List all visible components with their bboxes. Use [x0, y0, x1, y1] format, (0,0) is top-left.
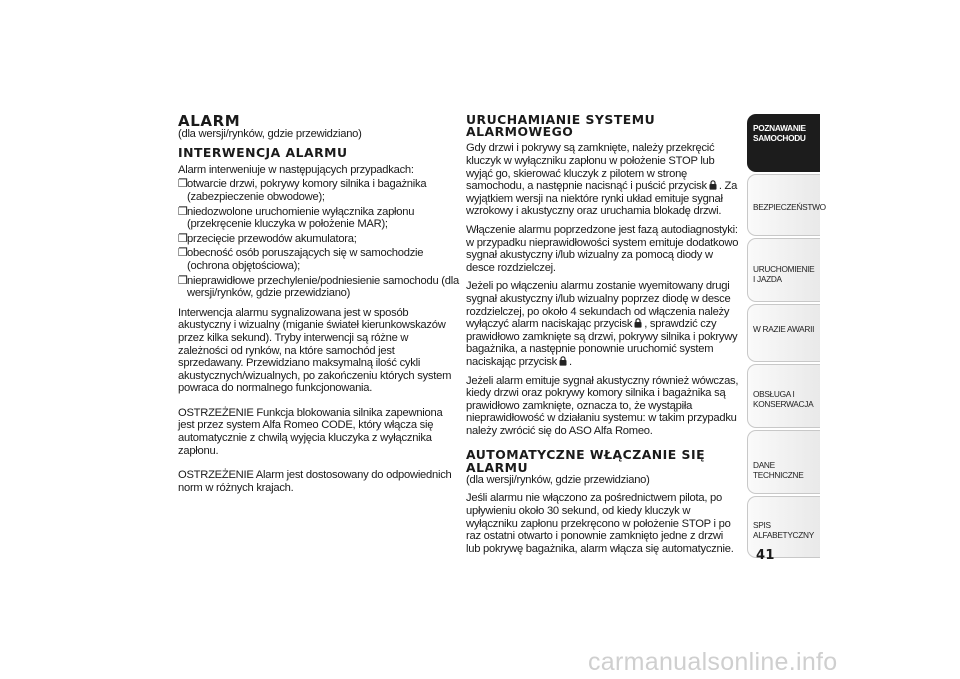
warning-norms: OSTRZEŻENIE Alarm jest dostosowany do odpowiednich norm w różnych krajach. — [178, 469, 452, 494]
auto-activation-paragraph: Jeśli alarmu nie włączono za pośrednictwem pilota, po upływieniu około 30 sekund, od kiedy kluczyk w wyłączniku zapłonu przekręcono w położenie STOP i po raz ostatni otwarto i ponownie zamknięto jedne z drzwi lub pokrywę bagażnika, alarm włącza się automatycznie. — [466, 492, 734, 555]
list-item: ❐ nieprawidłowe przechylenie/podniesienie samochodu (dla wersji/rynków, gdzie przewidziano) — [178, 274, 459, 300]
activation-paragraph-2: Włączenie alarmu poprzedzone jest fazą autodiagnostyki: w przypadku nieprawidłowości system emituje dodatkowo sygnał akustyczny i/lub wizualny za pomocą diody w desce rozdzielczej. — [466, 223, 739, 274]
lock-icon — [634, 318, 642, 328]
intervention-intro: Alarm interweniuje w następujących przypadkach: — [178, 163, 414, 176]
list-item: ❐ obecność osób poruszających się w samochodzie (ochrona objętościowa); — [178, 247, 424, 272]
auto-activation-title: AUTOMATYCZNE WŁĄCZANIE SIĘ ALARMU — [466, 447, 706, 475]
tab-uruchomienie-i-jazda[interactable]: URUCHOMIENIE I JAZDA — [747, 238, 820, 302]
list-item: ❐ przecięcie przewodów akumulatora; — [178, 232, 357, 245]
chapter-tabs — [747, 114, 826, 560]
left-column — [178, 114, 460, 494]
lock-icon — [709, 180, 717, 190]
page-number: 41 — [756, 548, 775, 563]
checkbox-bullet-icon: ❐ — [178, 232, 188, 245]
alarm-title: ALARM — [178, 112, 241, 130]
tab-spis-alfabetyczny[interactable]: SPIS ALFABETYCZNY — [747, 496, 820, 558]
tab-w-razie-awarii[interactable]: W RAZIE AWARII — [747, 304, 820, 362]
activation-paragraph-4: Jeżeli alarm emituje sygnał akustyczny również wówczas, kiedy drzwi oraz pokrywy komory silnika i bagażnika są prawidłowo zamknięte, oznacza to, że wystąpiła nieprawidłowość w działaniu systemu: w takim przypadku należy zwrócić się do ASO Alfa Romeo. — [466, 374, 739, 437]
checkbox-bullet-icon: ❐ — [178, 205, 188, 218]
alarm-subtitle: (dla wersji/rynków, gdzie przewidziano) — [178, 128, 362, 140]
activation-paragraph-3: Jeżeli po włączeniu alarmu zostanie wyemitowany drugi sygnał akustyczny i/lub wizualny poprzez diodę w desce rozdzielczej, po około 4 sekundach od włączenia należy wyłączyć alarm naciskając przycisk , sprawdzić czy prawidłowo zamknięte są drzwi, pokrywy silnika i pokrywy bagażnika, a następnie ponownie uruchomić system naciskając przycisk . — [466, 280, 738, 368]
warning-code: OSTRZEŻENIE Funkcja blokowania silnika zapewniona jest przez system Alfa Romeo CODE, który włącza się automatycznie z chwilą wyjęcia kluczyka z wyłącznika zapłonu. — [178, 406, 443, 457]
lock-icon — [559, 356, 567, 366]
tab-bezpieczenstwo[interactable]: BEZPIECZEŃSTWO — [747, 174, 820, 236]
intervention-title: INTERWENCJA ALARMU — [178, 144, 348, 160]
tab-poznawanie-samochodu[interactable]: POZNAWANIE SAMOCHODU — [747, 114, 820, 172]
checkbox-bullet-icon: ❐ — [178, 247, 188, 260]
right-column — [466, 114, 740, 555]
auto-activation-subtitle: (dla wersji/rynków, gdzie przewidziano) — [466, 473, 650, 486]
list-item: ❐ otwarcie drzwi, pokrywy komory silnika i bagażnika (zabezpieczenie obwodowe); — [178, 178, 427, 203]
tab-dane-techniczne[interactable]: DANE TECHNICZNE — [747, 430, 820, 494]
checkbox-bullet-icon: ❐ — [178, 274, 188, 287]
activation-title: URUCHAMIANIE SYSTEMU ALARMOWEGO — [466, 112, 656, 140]
intervention-paragraph: Interwencja alarmu sygnalizowana jest w sposób akustyczny i wizualny (miganie świateł kierunkowskazów przez kilka sekund). Tryby interwencji są różne w zależności od rynków, na które samochód jest sprzedawany. Przewidziano maksymalną ilość cykli akustycznych/wizualnych, po zakończeniu których system powraca do normalnego funkcjonowania. — [178, 306, 452, 395]
watermark: carmanualsonline.info — [588, 648, 838, 676]
intervention-list — [178, 178, 460, 299]
list-item: ❐ niedozwolone uruchomienie wyłącznika zapłonu (przekręcenie kluczyka w położenie MAR); — [178, 205, 415, 231]
tab-obsluga-i-konserwacja[interactable]: OBSŁUGA I KONSERWACJA — [747, 364, 820, 428]
checkbox-bullet-icon: ❐ — [178, 178, 188, 191]
activation-paragraph-1: Gdy drzwi i pokrywy są zamknięte, należy przekręcić kluczyk w wyłączniku zapłonu w położenie STOP lub wyjąć go, skierować kluczyk z pilotem w stronę samochodu, a następnie nacisnąć i puścić przycisk . Za wyjątkiem wersji na niektóre rynki układ emituje sygnał wzrokowy i akustyczny oraz uruchamia blokadę drzwi. — [466, 142, 738, 218]
